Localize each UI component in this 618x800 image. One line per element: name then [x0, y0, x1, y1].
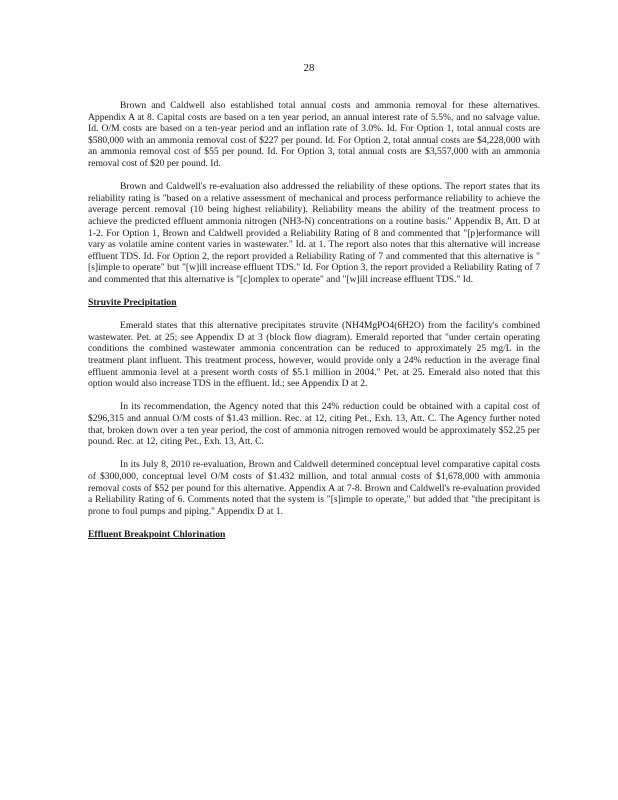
heading-effluent-breakpoint-chlorination: Effluent Breakpoint Chlorination: [88, 528, 226, 540]
paragraph-total-annual-costs: Brown and Caldwell also established total annual costs and ammonia removal for these alternatives. Appendix A at 8. Capital costs are based on a ten year period, an annual interest rate of 5.5%, and no salvage value. Id. O/M costs are based on a ten-year period and an inflation rate of 3.0%. Id. For Option 1, total annual costs are $580,000 with an ammonia removal cost of $227 per pound. Id. For Option 2, total annual costs are $4,228,000 with an ammonia removal cost of $55 per pound. Id. For Option 3, total annual costs are $3,557,000 with an ammonia removal cost of $20 per pound. Id.: [88, 100, 540, 169]
paragraph-agency-recommendation: In its recommendation, the Agency noted that this 24% reduction could be obtained with a capital cost of $296,315 and annual O/M costs of $1.43 million. Rec. at 12, citing Pet., Exh. 13, Att. C. The Agency further noted that, broken down over a ten year period, the cost of ammonia nitrogen removed would be approximately $52.25 per pound. Rec. at 12, citing Pet., Exh. 13, Att. C.: [88, 401, 540, 448]
paragraph-reevaluation: In its July 8, 2010 re-evaluation, Brown and Caldwell determined conceptual level comparative capital costs of $300,000, conceptual level O/M costs of $1.432 million, and total annual costs of $1,678,000 with ammonia removal costs of $52 per pound for this alternative. Appendix A at 7-8. Brown and Caldwell's re-evaluation provided a Reliability Rating of 6. Comments noted that the system is "[s]imple to operate," but added that "the precipitant is prone to foul pumps and piping." Appendix D at 1.: [88, 459, 540, 517]
page-content: [88, 100, 540, 541]
paragraph-reliability: Brown and Caldwell's re-evaluation also addressed the reliability of these options. The report states that its reliability rating is "based on a relative assessment of mechanical and process performance reliability to achieve the average percent removal (10 being highest reliability). Reliability means the ability of the treatment process to achieve the predicted effluent ammonia nitrogen (NH3-N) concentrations on a routine basis." Appendix B, Att. D at 1-2. For Option 1, Brown and Caldwell provided a Reliability Rating of 8 and commented that "[p]erformance will vary as volatile amine content varies in wastewater." Id. at 1. The report also notes that this alternative will increase effluent TDS. Id. For Option 2, the report provided a Reliability Rating of 7 and commented that this alternative is "[s]imple to operate" but "[w]ill increase effluent TDS." Id. For Option 3, the report provided a Reliability Rating of 7 and commented that this alternative is "[c]omplex to operate" and "[w]ill increase effluent TDS." Id.: [88, 181, 540, 285]
heading-struvite-precipitation: Struvite Precipitation: [88, 297, 177, 309]
page-number: 28: [303, 62, 315, 74]
paragraph-struvite-description: Emerald states that this alternative precipitates struvite (NH4MgPO4(6H2O) from the facility's combined wastewater. Pet. at 25; see Appendix D at 3 (block flow diagram). Emerald reported that "under certain operating conditions the combined wastewater ammonia concentration can be reduced to approximately 25 mg/L in the treatment plant influent. This treatment process, however, would provide only a 24% reduction in the average final effluent ammonia level at a present worth costs of $5.1 million in 2004." Pet. at 25. Emerald also noted that this option would also increase TDS in the effluent. Id.; see Appendix D at 2.: [88, 320, 540, 390]
